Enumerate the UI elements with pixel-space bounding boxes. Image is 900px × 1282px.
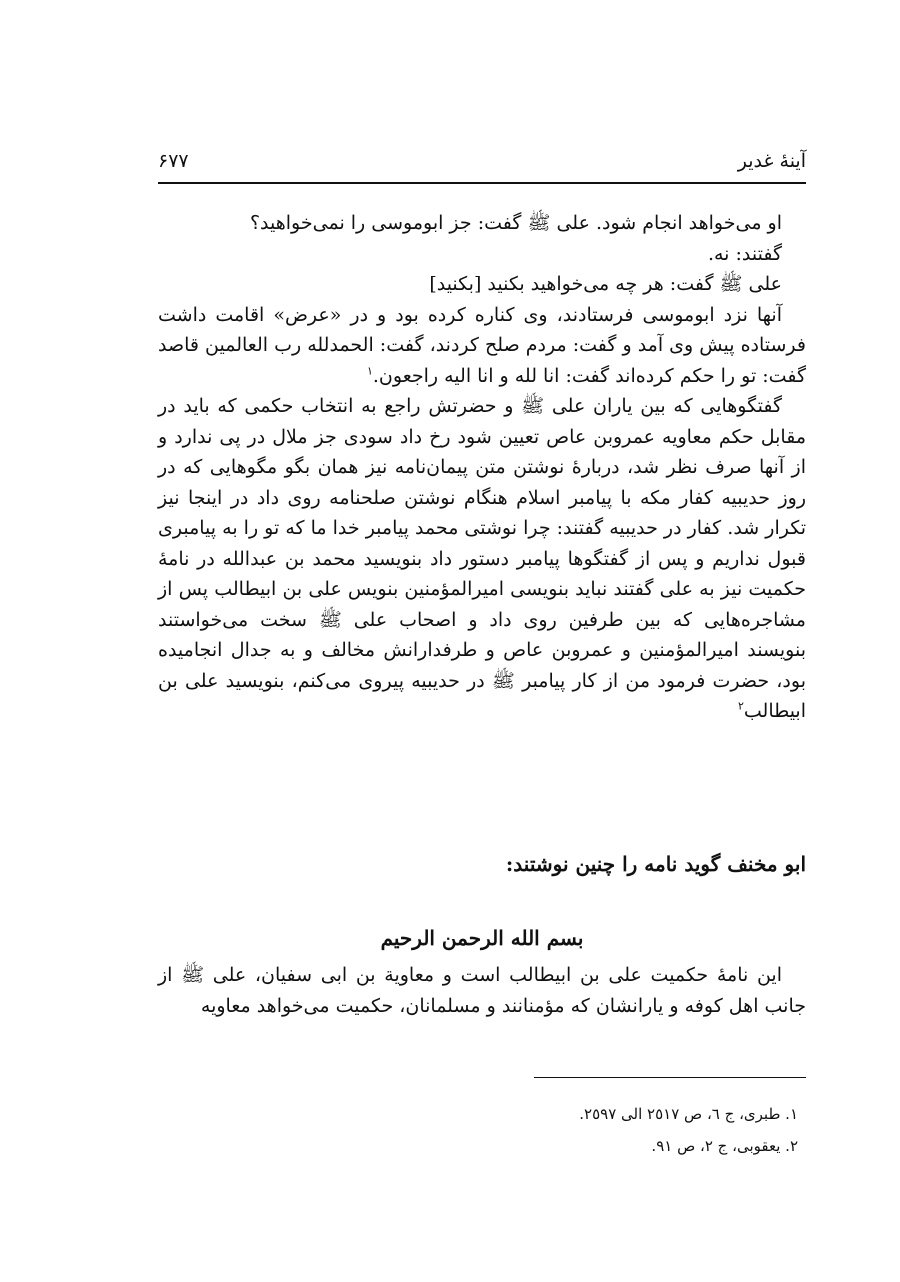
running-header bbox=[158, 148, 806, 184]
footnote-2: ۲. یعقوبی، ج ۲، ص ۹۱. bbox=[651, 1137, 798, 1155]
paragraph: علی ﷺ گفت: هر چه می‌خواهید بکنید [بکنید] bbox=[429, 273, 782, 295]
footnotes bbox=[158, 1098, 798, 1162]
paragraph: این نامهٔ حکمیت علی بن ابیطالب است و معاویة بن ابی سفیان، علی ﷺ از جانب اهل کوفه و یارانشان که مؤمنانند و مسلمانان، حکمیت می‌خواهد معاویه bbox=[158, 964, 806, 1017]
paragraph: او می‌خواهد انجام شود. علی ﷺ گفت: جز ابوموسی را نمی‌خواهید؟ bbox=[249, 212, 782, 234]
paragraph-with-footnote-2 bbox=[158, 391, 806, 727]
basmala-heading: بسم الله الرحمن الرحیم bbox=[380, 926, 584, 950]
footnote-1: ۱. طبری، ج ٦، ص ٢٥١٧ الی ٢٥٩٧. bbox=[579, 1105, 798, 1123]
paragraph: گفتند: نه. bbox=[707, 242, 782, 265]
paragraph-text: آنها نزد ابوموسی فرستادند، وی کناره کرده بود و در «عرض» اقامت داشت فرستاده پیش وی آمد و گفت: مردم صلح کردند، گفت: الحمدلله رب العالمین قاصد گفت: تو را حکم کرده‌اند گفت: انا لله و انا الیه راجعون. bbox=[158, 303, 806, 387]
footnote-mark-2: ۲ bbox=[737, 699, 744, 713]
paragraph-text: گفتگوهایی که بین یاران علی ﷺ و حضرتش راجع به انتخاب حکمی که باید در مقابل حکم معاویه عمروبن عاص تعیین شود رخ داد سودی جز ملال در پی ندارد و از آنها صرف نظر شد، دربارهٔ نوشتن متن پیمان‌نامه نیز همان بگو مگوهایی که در روز حدیبیه کفار مکه با پیامبر اسلام هنگام نوشتن صلحنامه روی داد در اینجا نیز تکرار شد. کفار در حدیبیه گفتند: چرا نوشتی محمد پیامبر خدا ما که تو را به پیامبری قبول نداریم و پس از گفتگوها پیامبر دستور داد بنویسید محمد بن عبدالله در نامهٔ حکمیت نیز به علی گفتند نباید بنویسی امیرالمؤمنین بنویس علی بن ابیطالب پس از مشاجره‌هایی که بین طرفین روی داد و اصحاب علی ﷺ سخت می‌خواستند بنویسند امیرالمؤمنین و عمروبن عاص و طرفدارانش مخالف و به جدال انجامیده بود، حضرت فرمود من از کار پیامبر ﷺ در حدیبیه پیروی می‌کنم، بنویسید علی بن ابیطالب bbox=[158, 395, 806, 722]
section-heading: ابو مخنف گوید نامه را چنین نوشتند: bbox=[505, 852, 806, 876]
book-title: آینهٔ غدیر bbox=[737, 150, 806, 172]
paragraph-with-footnote-1 bbox=[158, 300, 806, 392]
main-text bbox=[158, 208, 806, 727]
footnote-mark-1: ۱ bbox=[366, 364, 373, 378]
page-number: ۶۷۷ bbox=[158, 150, 189, 172]
footnote-divider bbox=[534, 1077, 806, 1078]
letter-text bbox=[158, 960, 806, 1021]
